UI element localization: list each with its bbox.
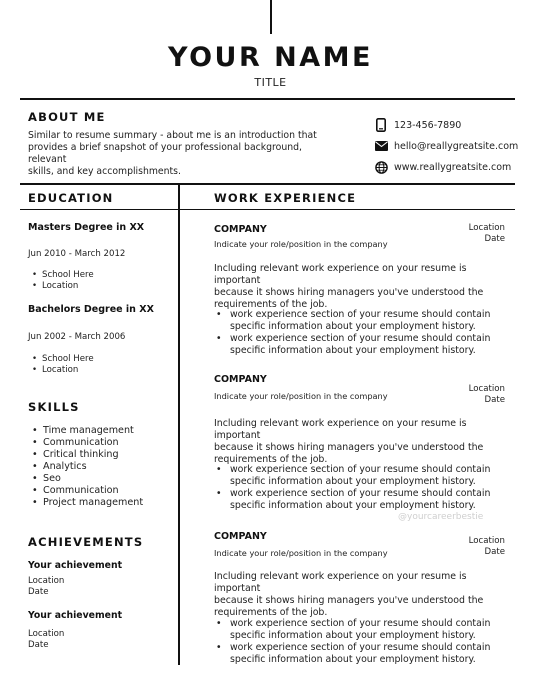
job-bullets-2 (216, 464, 506, 512)
achievement-date-2: Date (28, 640, 49, 650)
list-item: • Communication (32, 485, 119, 496)
list-item: • Location (32, 281, 79, 291)
job-location-date-1: Location Date (468, 223, 505, 244)
list-item: • Critical thinking (32, 449, 119, 460)
mail-icon (374, 139, 388, 153)
list-item: • work experience section of your resume should contain specific information about your employment history. (216, 488, 491, 511)
skills-heading: SKILLS (28, 400, 80, 414)
list-item: • Time management (32, 425, 134, 436)
job-company-2: COMPANY (214, 374, 267, 385)
job-location-date-3: Location Date (468, 536, 505, 557)
list-item: • School Here (32, 270, 94, 280)
list-item: • work experience section of your resume should contain specific information about your employment history. (216, 618, 491, 641)
education-degree-1: Masters Degree in XX (28, 222, 145, 233)
contact-email: hello@reallygreatsite.com (374, 139, 518, 153)
education-heading: EDUCATION (28, 191, 114, 205)
job-description-1: Including relevant work experience on your resume is important because it shows hiring managers you've understood the requirements of the job. (214, 263, 484, 310)
achievement-location-1: Location (28, 576, 65, 586)
education-degree-2: Bachelors Degree in XX (28, 304, 154, 315)
education-dates-1: Jun 2010 - March 2012 (28, 249, 126, 259)
list-item: • Communication (32, 437, 119, 448)
top-accent-line (270, 0, 272, 34)
list-item: • Seo (32, 473, 61, 484)
education-dates-2: Jun 2002 - March 2006 (28, 332, 126, 342)
achievement-location-2: Location (28, 629, 65, 639)
divider-section-headers (20, 209, 515, 210)
achievement-title-1: Your achievement (28, 560, 123, 571)
job-description-3: Including relevant work experience on your resume is important because it shows hiring managers you've understood the requirements of the job. (214, 571, 484, 618)
list-item: • work experience section of your resume should contain specific information about your employment history. (216, 333, 491, 356)
skills-list (32, 425, 143, 509)
job-description-2: Including relevant work experience on your resume is important because it shows hiring managers you've understood the requirements of the job. (214, 418, 484, 465)
list-item: • work experience section of your resume should contain specific information about your employment history. (216, 309, 491, 332)
divider-middle (20, 183, 515, 185)
list-item: • School Here (32, 354, 94, 364)
job-role-3: Indicate your role/position in the company (214, 548, 388, 558)
job-company-3: COMPANY (214, 531, 267, 542)
list-item: • Location (32, 365, 79, 375)
list-item: • work experience section of your resume should contain specific information about your employment history. (216, 464, 491, 487)
job-location-date-2: Location Date (468, 384, 505, 405)
list-item: • work experience section of your resume should contain specific information about your employment history. (216, 642, 491, 665)
job-title: TITLE (254, 76, 287, 89)
page-title: YOUR NAME (168, 42, 373, 73)
achievements-heading: ACHIEVEMENTS (28, 535, 144, 549)
contact-phone: 123-456-7890 (374, 118, 461, 132)
work-heading: WORK EXPERIENCE (214, 191, 357, 205)
phone-icon (374, 118, 388, 132)
achievement-date-1: Date (28, 587, 49, 597)
watermark: @yourcareerbestie (398, 512, 484, 522)
contact-website: www.reallygreatsite.com (374, 160, 511, 174)
job-bullets-3 (216, 618, 506, 666)
achievement-title-2: Your achievement (28, 610, 123, 621)
job-bullets-1 (216, 309, 506, 357)
column-divider (178, 183, 180, 665)
job-role-2: Indicate your role/position in the company (214, 391, 388, 401)
list-item: • Project management (32, 497, 144, 508)
job-role-1: Indicate your role/position in the company (214, 239, 388, 249)
about-text: Similar to resume summary - about me is an introduction that provides a brief snapshot of your professional background, relevant skills, and key accomplishments. (28, 130, 317, 177)
list-item: • Analytics (32, 461, 87, 472)
globe-icon (374, 160, 388, 174)
divider-top (20, 98, 515, 100)
job-company-1: COMPANY (214, 224, 267, 235)
about-heading: ABOUT ME (28, 110, 106, 124)
